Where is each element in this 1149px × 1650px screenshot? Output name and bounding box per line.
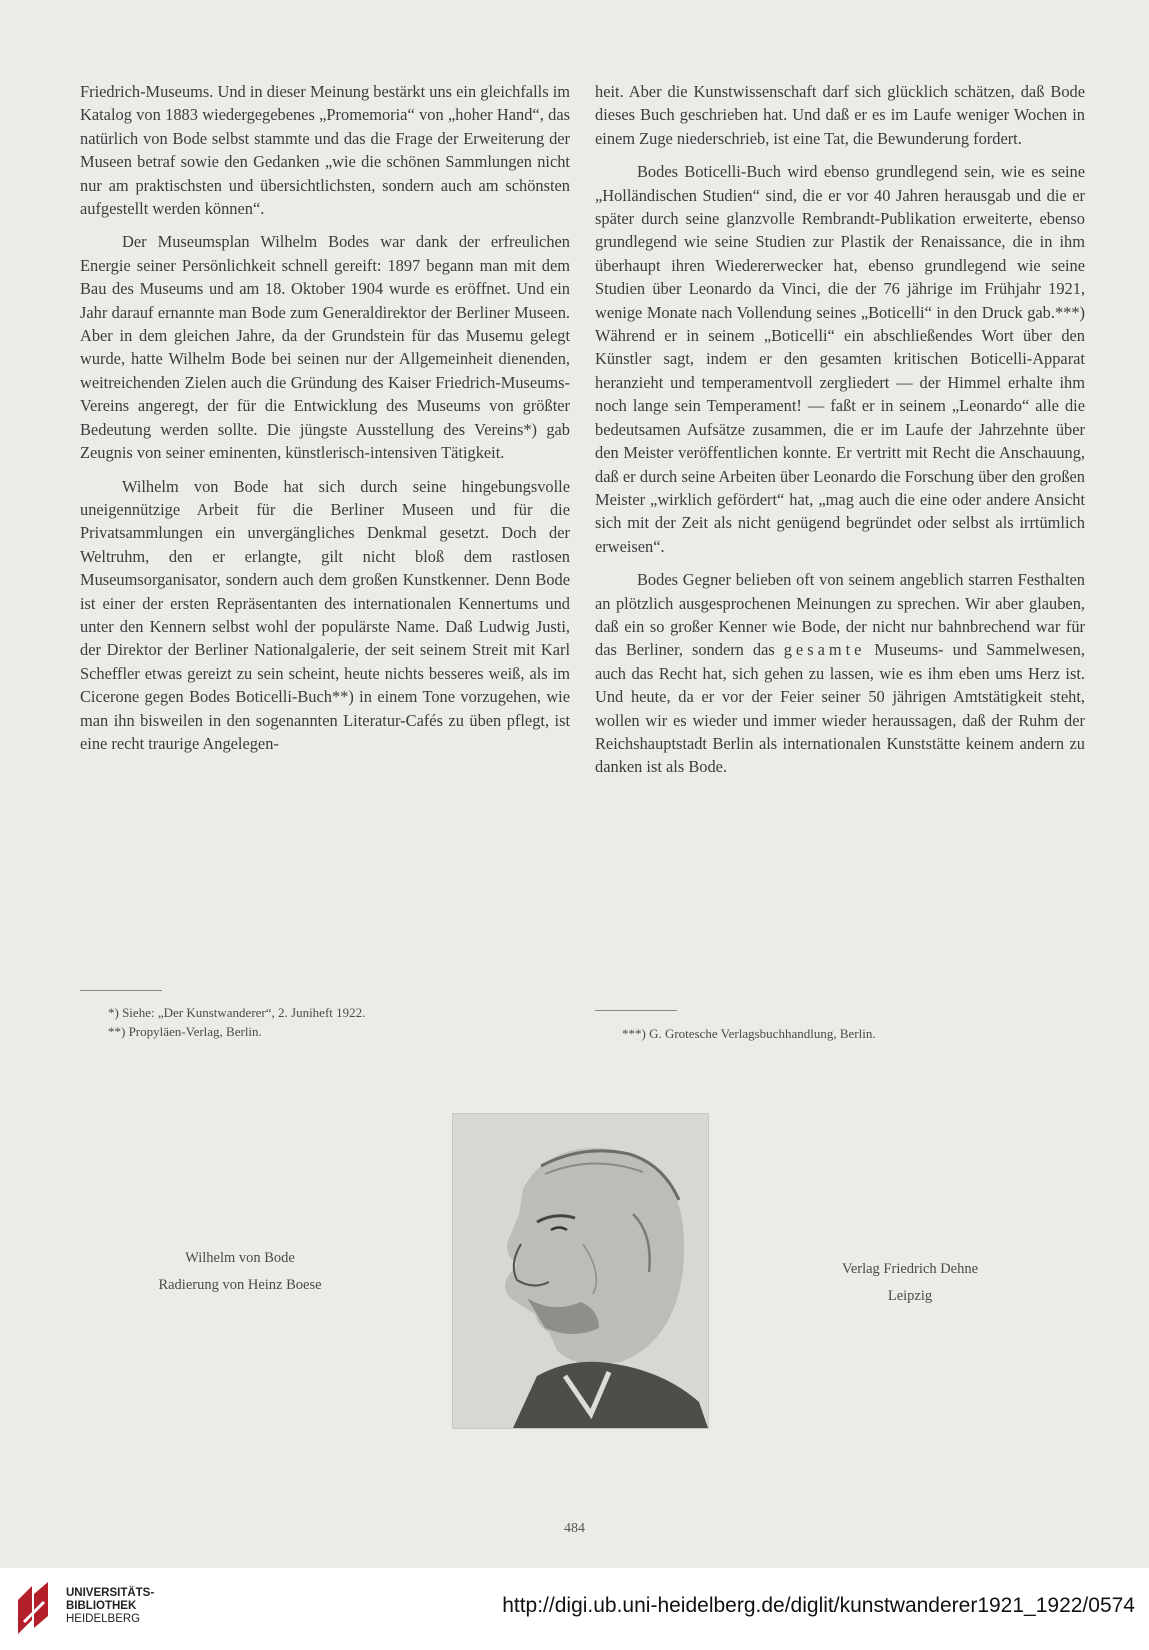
footnote-rule-left (80, 990, 162, 991)
left-paragraph-3: Wilhelm von Bode hat sich durch seine hingebungsvolle uneigennützige Arbeit für die Berliner Museen und für die Privatsammlungen ein unvergängliches Denkmal gesetzt. Doch der Weltruhm, den er erlangte, gilt nicht bloß dem rastlosen Museumsorganisator, sondern auch dem großen Kunstkenner. Denn Bode ist einer der ersten Repräsentanten des internationalen Kennertums und unter den Kennern selbst wohl der populärste Name. Daß Ludwig Justi, der Direktor der Berliner Nationalgalerie, der seit seinem Streit mit Karl Scheffler etwas gereizt zu sein scheint, heute nichts besseres weiß, als im Cicerone gegen Bodes Boticelli-Buch**) in einem Tone vorzugehen, wie man ihn bisweilen in den sogenannten Literatur-Cafés zu üben pflegt, ist eine recht traurige Angelegen- (80, 476, 570, 753)
caption-left-subtitle: Radierung von Heinz Boese (158, 1277, 322, 1293)
portrait-etching (452, 1113, 709, 1429)
right-paragraph-3-end: Museums- und Sammelwesen, auch das Recht hat, sich gehen zu lassen, wie es ihm eben ums Herz ist. Und heute, da er vor der Feier seiner 50 jährigen Amtstätigkeit steht, wollen wir es wieder und immer wieder heraussagen, daß der Ruhm der Reichshauptstadt Berlin als internationalen Kunststätte keinem andern zu danken ist als Bode. (595, 640, 1085, 777)
footnote-1: *) Siehe: „Der Kunstwanderer“, 2. Juniheft 1922. (108, 1005, 366, 1020)
library-name (66, 1587, 154, 1626)
left-paragraph-2: Der Museumsplan Wilhelm Bodes war dank der erfreulichen Energie seiner Persönlichkeit schnell gereift: 1897 begann man mit dem Bau des Museums und am 18. Oktober 1904 wurde es eröffnet. Und ein Jahr darauf ernannte man Bode zum Generaldirektor der Berliner Museen. Aber in dem gleichen Jahre, da der Grundstein für das Musemu gelegt wurde, hatte Wilhelm Bode bei seinen nur der Allgemeinheit dienenden, weitreichenden Zielen auch die Gründung des Kaiser Friedrich-Museums-Vereins angeregt, der für die Entwicklung des Museums von größter Bedeutung werden sollte. Die jüngste Ausstellung des Vereins*) gab Zeugnis von seiner eminenten, künstlerisch-intensiven Tätigkeit. (80, 232, 570, 463)
footnote-2: **) Propyläen-Verlag, Berlin. (108, 1024, 262, 1039)
footnote-3: ***) G. Grotesche Verlagsbuchhandlung, Berlin. (622, 1026, 876, 1041)
caption-left-title: Wilhelm von Bode (185, 1250, 295, 1266)
caption-right (790, 1256, 1030, 1310)
footnote-rule-right (595, 1010, 677, 1011)
source-url-link[interactable]: http://digi.ub.uni-heidelberg.de/diglit/kunstwanderer1921_1922/0574 (502, 1594, 1135, 1617)
right-paragraph-2: Bodes Boticelli-Buch wird ebenso grundlegend sein, wie es seine „Holländischen Studien“ sind, die er vor 40 Jahren herausgab und die er später durch seine glanzvolle Rembrandt-Publikation erweiterte, ebenso grundlegend wie seine Studien zur Plastik der Renaissance, die in ihm überhaupt ihren Wiedererwecker hat, ebenso grundlegend wie seine Studien über Leonardo da Vinci, die der 76 jährige im Frühjahr 1921, wenige Monate nach Vollendung seines „Boticelli“ in den Druck gab.***) Während er in seinem „Boticelli“ ein abschließendes Wort über den Künstler sagt, indem er den gesamten kritischen Boticelli-Apparat heranzieht und temperamentvoll zergliedert — der Himmel erhalte ihm noch lange sein Temperament! — faßt er in seinem „Leonardo“ alle die bedeutsamen Aufsätze zusammen, die er im Laufe der Jahrzehnte über den Meister veröffentlichen konnte. Er vertritt mit Recht die Anschauung, daß er durch seine Arbeiten über Leonardo die Forschung über den großen Meister „wirklich gefördert“ hat, „mag auch die eine oder andere Ansicht sich mit der Zeit als nicht genügend begründet oder selbst als irrtümlich erweisen“. (595, 162, 1085, 556)
left-paragraph-1: Friedrich-Museums. Und in dieser Meinung bestärkt uns ein gleichfalls im Katalog von 1883 wiedergegebenes „Promemoria“ von „hoher Hand“, das natürlich von Bode selbst stammte und das die Frage der Erweiterung der Museen betraf sowie den Gedanken „wie die schönen Sammlungen nicht nur am praktischsten und übersichtlichsten, sondern auch am schönsten aufgestellt werden können“. (80, 82, 570, 219)
library-name-line-3: HEIDELBERG (66, 1613, 141, 1625)
page-number: 484 (564, 1521, 585, 1536)
spaced-word: gesamte (783, 640, 866, 660)
caption-right-city: Leipzig (887, 1288, 933, 1304)
library-name-line-2: BIBLIOTHEK (66, 1600, 137, 1612)
portrait-image (453, 1114, 708, 1428)
right-column (595, 80, 1085, 789)
right-paragraph-3 (595, 568, 1085, 779)
right-paragraph-3-start: Bodes Gegner belieben oft von seinem angeblich starren Festhalten an plötzlich ausgesprochenen Meinungen zu sprechen. Wir aber glauben, daß ein so großer Kenner wie Bode, der nicht nur bahnbrechend war für das Berliner, sondern das (595, 570, 1085, 660)
left-column (80, 80, 570, 765)
footer-bar (0, 1568, 1149, 1650)
footnotes-right (622, 1024, 876, 1043)
right-paragraph-1: heit. Aber die Kunstwissenschaft darf sich glücklich schätzen, daß Bode dieses Buch geschrieben hat. Und daß er es im Laufe weniger Wochen in einem Zuge niederschrieb, ist eine Tat, die Bewunderung fordert. (595, 82, 1085, 148)
library-name-line-1: UNIVERSITÄTS- (66, 1587, 155, 1599)
caption-right-publisher: Verlag Friedrich Dehne (841, 1261, 979, 1277)
university-library-logo-icon (14, 1580, 54, 1636)
footnotes-left (108, 1003, 365, 1041)
caption-left (110, 1245, 370, 1299)
